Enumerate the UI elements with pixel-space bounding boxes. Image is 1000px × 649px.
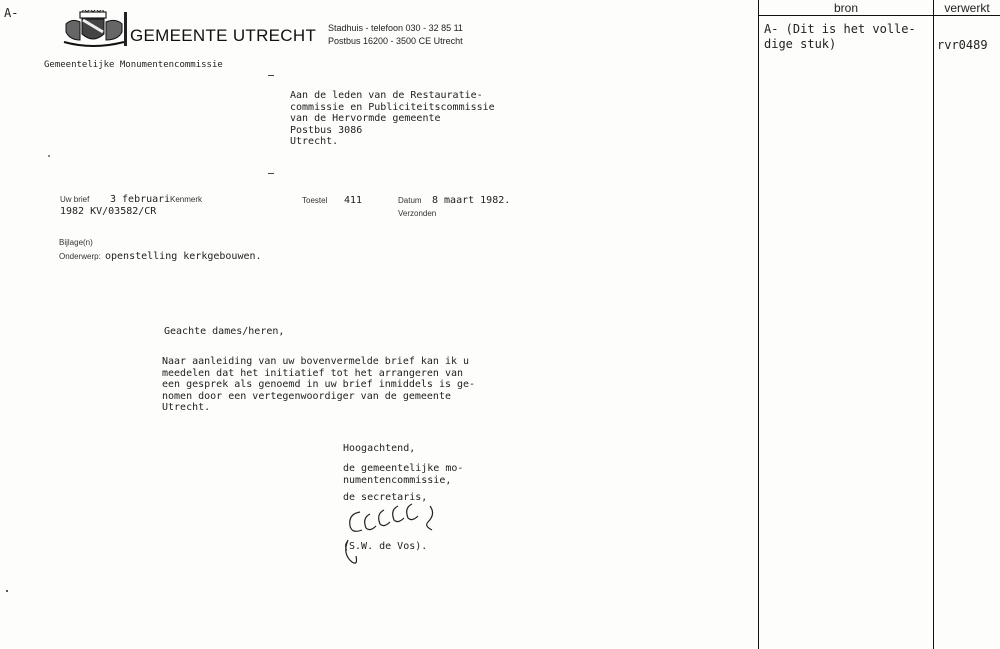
recipient-address xyxy=(290,90,495,148)
table-header-line xyxy=(758,15,1000,16)
speck xyxy=(6,590,8,592)
letterhead-divider xyxy=(124,12,127,46)
table-column-divider xyxy=(933,0,934,649)
signatory-line: numentencommissie, xyxy=(343,474,452,486)
verzonden-label: Verzonden xyxy=(398,209,437,218)
bijlage-label: Bijlage(n) xyxy=(59,238,93,247)
table-header-verwerkt: verwerkt xyxy=(944,1,990,15)
recipient-line: van de Hervormde gemeente xyxy=(290,113,441,124)
datum-value: 8 maart 1982. xyxy=(432,195,511,206)
uw-brief-label: Uw brief xyxy=(60,195,90,204)
signatory-block xyxy=(343,463,463,504)
salutation: Geachte dames/heren, xyxy=(164,326,285,337)
table-border-left xyxy=(758,0,759,649)
body-line: Utrecht. xyxy=(162,402,211,413)
verwerkt-value: rvr0489 xyxy=(937,38,988,52)
coat-of-arms-logo xyxy=(62,10,126,52)
uw-brief-date: 3 februari xyxy=(110,194,171,205)
body-line: een gesprek als genoemd in uw brief inmiddels is ge- xyxy=(162,379,476,390)
letterhead-address-1: Stadhuis - telefoon 030 - 32 85 11 xyxy=(328,23,463,33)
toestel-label: Toestel xyxy=(302,196,328,205)
recipient-line: Aan de leden van de Restauratie- xyxy=(290,90,483,101)
page-mark: A- xyxy=(4,6,19,20)
bron-line: A- (Dit is het volle- xyxy=(764,22,916,36)
body-line: nomen door een vertegenwoordiger van de gemeente xyxy=(162,390,451,402)
signatory-line: de secretaris, xyxy=(343,492,428,503)
body-line: Naar aanleiding van uw bovenvermelde brief kan ik u xyxy=(162,356,470,367)
closing: Hoogachtend, xyxy=(343,443,416,454)
fold-mark xyxy=(268,173,274,174)
letterhead-name: GEMEENTE UTRECHT xyxy=(130,26,317,45)
fold-mark xyxy=(268,75,274,76)
letterhead-address-2: Postbus 16200 - 3500 CE Utrecht xyxy=(328,36,463,46)
signatory-line: de gemeentelijke mo- xyxy=(343,463,464,474)
recipient-line: commissie en Publiciteitscommissie xyxy=(290,101,495,113)
signature-name: (S.W. de Vos). xyxy=(343,541,428,552)
letter-body xyxy=(162,356,475,414)
datum-label: Datum xyxy=(398,196,422,205)
onderwerp-value: openstelling kerkgebouwen. xyxy=(105,251,262,262)
table-header-bron: bron xyxy=(833,1,859,15)
department: Gemeentelijke Monumentencommissie xyxy=(44,60,223,70)
handwritten-signature xyxy=(340,500,450,576)
bron-line: dige stuk) xyxy=(764,37,837,51)
uw-brief-reference: 1982 KV/03582/CR xyxy=(60,206,157,217)
onderwerp-label: Onderwerp: xyxy=(59,252,101,261)
speck xyxy=(48,155,50,157)
toestel-value: 411 xyxy=(344,195,363,206)
recipient-line: Postbus 3086 xyxy=(290,124,363,136)
kenmerk-label: Kenmerk xyxy=(170,195,203,204)
bron-value xyxy=(764,22,916,52)
recipient-line: Utrecht. xyxy=(290,136,339,147)
body-line: meedelen dat het initiatief tot het arrangeren van xyxy=(162,367,464,379)
